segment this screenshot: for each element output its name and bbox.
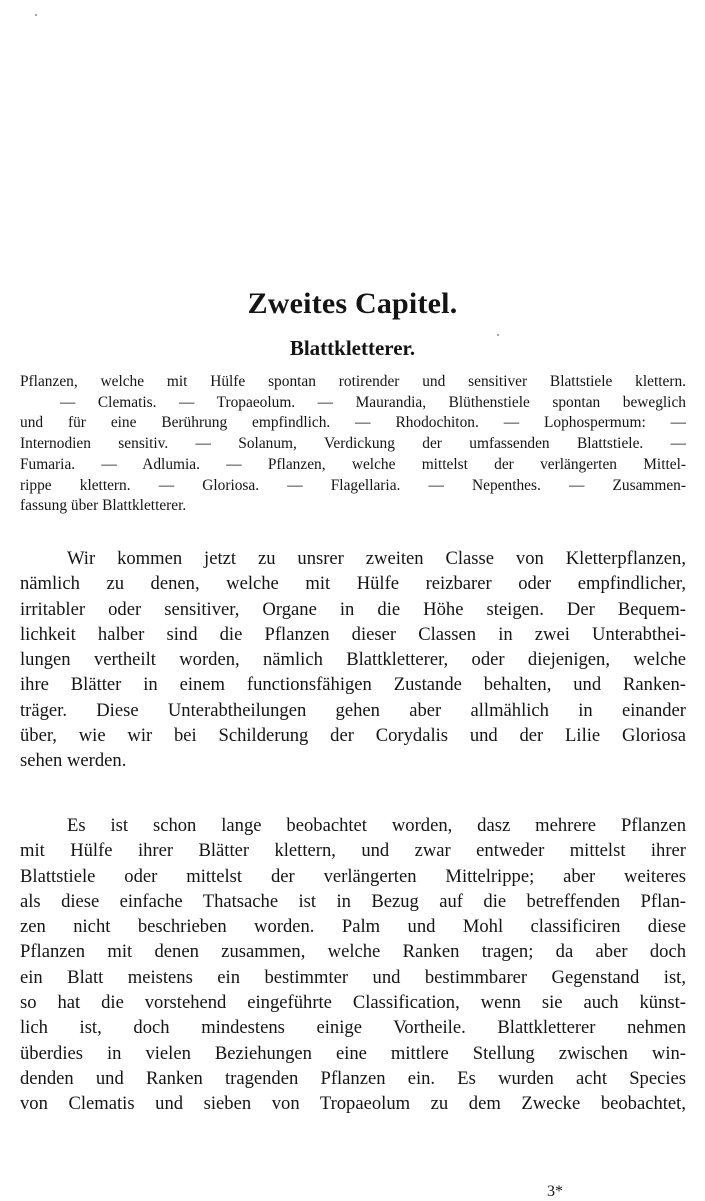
summary-line: rippe klettern. — Gloriosa. — Flagellaria. — Nepenthes. — Zusammen- [20, 476, 686, 494]
chapter-summary [20, 372, 686, 517]
paragraph-line: überdies in vielen Beziehungen eine mittlere Stellung zwischen win- [20, 1042, 686, 1064]
body-paragraph-1 [20, 546, 686, 774]
paragraph-line: irritabler oder sensitiver, Organe in die Höhe steigen. Der Bequem- [20, 598, 686, 620]
paragraph-line: sehen werden. [20, 750, 127, 772]
paragraph-line: denden und Ranken tragenden Pflanzen ein. Es wurden acht Species [20, 1067, 686, 1089]
body-paragraph-2 [20, 813, 686, 1117]
paragraph-line: Pflanzen mit denen zusammen, welche Ranken tragen; da aber doch [20, 941, 686, 963]
page-number: 3* [547, 1183, 563, 1200]
paragraph-line: ein Blatt meistens ein bestimmter und bestimmbarer Gegenstand ist, [20, 966, 686, 988]
paragraph-line: so hat die vorstehend eingeführte Classification, wenn sie auch künst- [20, 992, 686, 1014]
paragraph-line: über, wie wir bei Schilderung der Corydalis und der Lilie Gloriosa [20, 725, 686, 747]
summary-line: — Clematis. — Tropaeolum. — Maurandia, Blüthenstiele spontan beweglich [60, 393, 686, 411]
chapter-subtitle: Blattkletterer. [289, 336, 416, 360]
summary-line: und für eine Berührung empfindlich. — Rhodochiton. — Lophospermum: — [20, 414, 686, 432]
summary-line: fassung über Blattkletterer. [20, 497, 187, 515]
paragraph-line: nämlich zu denen, welche mit Hülfe reizbarer oder empfindlicher, [20, 573, 686, 595]
chapter-title: Zweites Capitel. [247, 287, 458, 320]
paragraph-line: als diese einfache Thatsache ist in Bezug auf die betreffenden Pflan- [20, 890, 686, 912]
paragraph-line: lich ist, doch mindestens einige Vortheile. Blattkletterer nehmen [20, 1017, 686, 1039]
paragraph-line: Es ist schon lange beobachtet worden, dasz mehrere Pflanzen [67, 815, 686, 836]
summary-line: Internodien sensitiv. — Solanum, Verdickung der umfassenden Blattstiele. — [20, 435, 686, 453]
summary-line: Fumaria. — Adlumia. — Pflanzen, welche mittelst der verlängerten Mittel- [20, 455, 686, 473]
paragraph-line: mit Hülfe ihrer Blätter klettern, und zwar entweder mittelst ihrer [20, 840, 686, 862]
paragraph-line: träger. Diese Unterabtheilungen gehen aber allmählich in einander [20, 699, 686, 721]
paragraph-line: lungen vertheilt worden, nämlich Blattkletterer, oder diejenigen, welche [20, 649, 686, 671]
paragraph-line: Wir kommen jetzt zu unsrer zweiten Classe von Kletterpflanzen, [67, 548, 686, 569]
print-speck [35, 14, 37, 16]
paragraph-line: ihre Blätter in einem functionsfähigen Zustande behalten, und Ranken- [20, 674, 686, 696]
paragraph-line: lichkeit halber sind die Pflanzen dieser Classen in zwei Unterabthei- [20, 623, 686, 645]
summary-line: Pflanzen, welche mit Hülfe spontan rotirender und sensitiver Blattstiele klettern. [20, 373, 686, 390]
paragraph-line: zen nicht beschrieben worden. Palm und Mohl classificiren diese [20, 916, 686, 938]
paragraph-line: von Clematis und sieben von Tropaeolum zu dem Zwecke beobachtet, [20, 1093, 686, 1115]
paragraph-line: Blattstiele oder mittelst der verlängerten Mittelrippe; aber weiteres [20, 865, 686, 887]
